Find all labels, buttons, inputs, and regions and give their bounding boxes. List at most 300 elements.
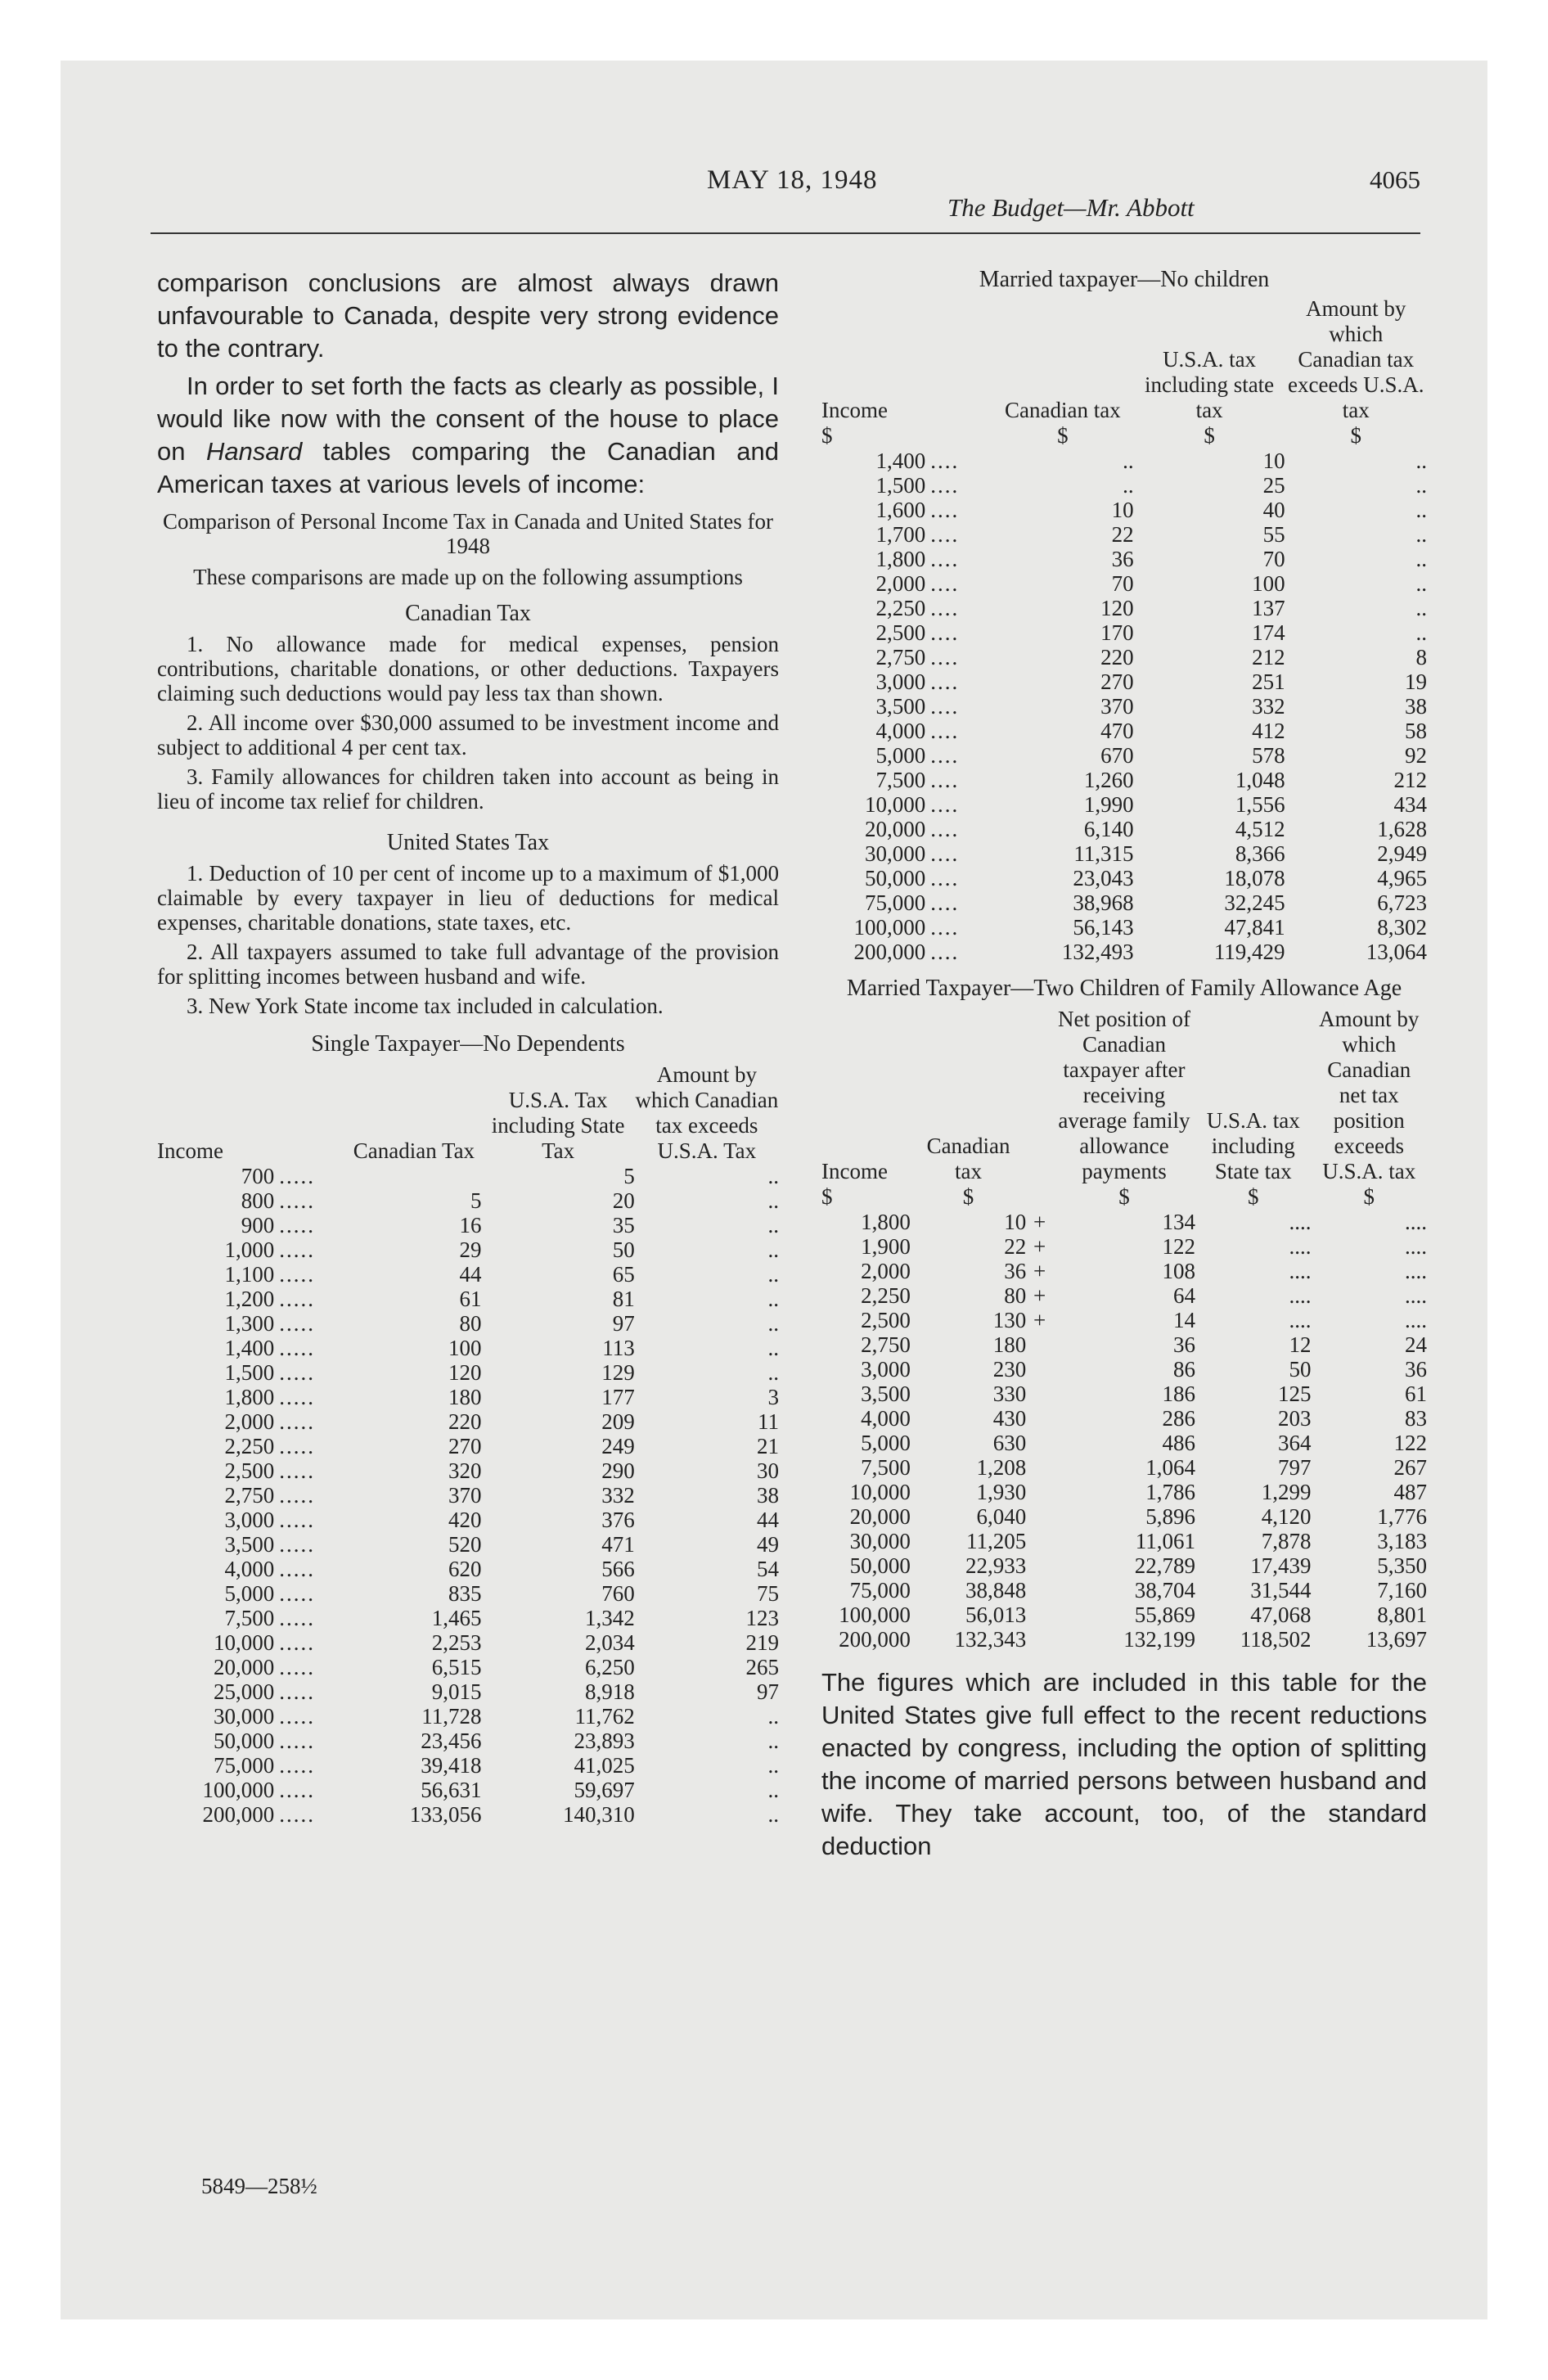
table-cell: 23,043 [1073, 866, 1134, 890]
table-cell: 6,250 [584, 1655, 635, 1679]
currency-canadian: $ [962, 1184, 974, 1209]
table-cell: 2,750 [861, 1332, 911, 1357]
table-cell: 20,000 [849, 1504, 911, 1529]
table-cell: 1,500 [224, 1360, 275, 1385]
table-cell: 1,700 [875, 522, 926, 547]
table-cell: 180 [448, 1385, 482, 1409]
table-cell: 8,801 [1377, 1602, 1427, 1627]
table-cell: 1,556 [1235, 792, 1285, 817]
table-header-row [821, 296, 1427, 423]
two-children-table [821, 1007, 1427, 1652]
table-cell: ..... [279, 1532, 315, 1557]
table-cell: 5,350 [1377, 1553, 1427, 1578]
table-cell: 16 [459, 1213, 482, 1237]
table-cell: .... [1289, 1259, 1312, 1283]
table-cell: 376 [601, 1508, 635, 1532]
table-cell: ..... [279, 1778, 315, 1802]
table-cell: ..... [279, 1630, 315, 1655]
table-cell: 47,068 [1250, 1602, 1312, 1627]
currency-income: $ [821, 423, 833, 448]
table-row [821, 522, 1427, 547]
table-cell: 7,878 [1261, 1529, 1312, 1553]
col-usa: U.S.A. tax including state tax [1144, 347, 1275, 422]
table-cell: 38 [1405, 694, 1427, 719]
table-cell: 22,789 [1134, 1553, 1196, 1578]
table-cell: 11,315 [1073, 841, 1134, 866]
table-cell: 5,000 [875, 743, 926, 768]
header-rule [151, 232, 1420, 234]
married-table-title: Married taxpayer—No children [979, 267, 1270, 292]
table-row [157, 1237, 779, 1262]
us-item-2: 2. All taxpayers assumed to take full advantage of the provision for splitting incomes between husband and wife. [157, 940, 779, 989]
table-cell: 100 [1252, 571, 1285, 596]
table-cell: 3,500 [861, 1382, 911, 1406]
table-cell: ..... [279, 1581, 315, 1606]
table-cell: 835 [448, 1581, 482, 1606]
table-cell: 100,000 [202, 1778, 275, 1802]
table-cell: 670 [1100, 743, 1134, 768]
table-cell: 14 [1173, 1308, 1196, 1332]
table-cell: 1,299 [1261, 1480, 1312, 1504]
table-cell: 23,456 [421, 1729, 482, 1753]
table-cell: 49 [757, 1532, 779, 1557]
table-cell: 900 [241, 1213, 275, 1237]
table-cell: .... [930, 669, 960, 694]
table-cell: ..... [279, 1729, 315, 1753]
table-cell: 5 [623, 1164, 635, 1188]
table-cell: 1,342 [584, 1606, 635, 1630]
table-cell: ..... [279, 1213, 315, 1237]
table-row [821, 694, 1427, 719]
table-row [157, 1213, 779, 1237]
right-column [821, 267, 1427, 1868]
table-cell: 2,500 [224, 1458, 275, 1483]
table-cell: 100,000 [853, 915, 926, 940]
single-table-title: Single Taxpayer—No Dependents [311, 1031, 625, 1057]
table-row [821, 498, 1427, 522]
table-row [157, 1581, 779, 1606]
table-cell: 80 [459, 1311, 482, 1336]
table-cell: 44 [459, 1262, 482, 1287]
table-cell: 1,776 [1377, 1504, 1427, 1529]
table-cell: 578 [1252, 743, 1285, 768]
table-cell [1026, 1504, 1053, 1529]
table-row [821, 473, 1427, 498]
table-cell: 39,418 [421, 1753, 482, 1778]
table-row [157, 1778, 779, 1802]
table-header-row [821, 1007, 1427, 1184]
table-cell: 2,750 [875, 645, 926, 669]
table-row [157, 1729, 779, 1753]
table-cell: 486 [1162, 1431, 1196, 1455]
col-usa: U.S.A. Tax including State Tax [491, 1088, 625, 1163]
table-cell: 20,000 [213, 1655, 275, 1679]
table-cell: ..... [279, 1802, 315, 1827]
table-row [821, 1259, 1427, 1283]
table-cell: .... [1405, 1210, 1427, 1234]
table-cell: 200,000 [202, 1802, 275, 1827]
table-cell: 2,000 [861, 1259, 911, 1283]
table-row [157, 1802, 779, 1827]
table-cell: 120 [1100, 596, 1134, 620]
us-assumptions [157, 861, 779, 1018]
canadian-item-3: 3. Family allowances for children taken into account as being in lieu of income tax relief for children. [157, 764, 779, 814]
table-cell: .... [930, 792, 960, 817]
assumptions-intro: These comparisons are made up on the following assumptions [193, 565, 743, 589]
table-cell: 174 [1252, 620, 1285, 645]
table-cell: + [1033, 1283, 1046, 1308]
table-row [821, 1529, 1427, 1553]
table-cell: 3 [767, 1385, 779, 1409]
table-cell: + [1033, 1234, 1046, 1259]
table-cell: .... [930, 841, 960, 866]
table-cell: 10 [1004, 1210, 1027, 1234]
table-row [821, 1234, 1427, 1259]
table-cell: 5 [470, 1188, 482, 1213]
table-cell: 11 [758, 1409, 779, 1434]
page-number: 4065 [1370, 165, 1420, 194]
table-cell: 1,200 [224, 1287, 275, 1311]
table-cell: 38,704 [1134, 1578, 1196, 1602]
table-cell: 267 [1393, 1455, 1427, 1480]
table-cell: 35 [612, 1213, 635, 1237]
table-cell: 29 [459, 1237, 482, 1262]
table-cell: 56,013 [965, 1602, 1027, 1627]
table-cell: 2,949 [1377, 841, 1427, 866]
table-cell: 487 [1393, 1480, 1427, 1504]
col-income: Income [821, 1159, 888, 1183]
table-cell: 56,631 [421, 1778, 482, 1802]
table-cell: 1,786 [1145, 1480, 1196, 1504]
table-cell: .... [930, 620, 960, 645]
table-row [157, 1508, 779, 1532]
currency-usa: $ [1204, 423, 1215, 448]
table-cell: 100 [448, 1336, 482, 1360]
table-row [821, 817, 1427, 841]
table-cell: 5,896 [1145, 1504, 1196, 1529]
table-row [821, 841, 1427, 866]
two-children-table-title: Married Taxpayer—Two Children of Family Allowance Age [846, 976, 1402, 1001]
table-cell: .... [930, 940, 960, 964]
paragraph-2 [157, 370, 779, 501]
table-row [821, 1431, 1427, 1455]
table-cell [1026, 1627, 1053, 1652]
table-cell: .. [1415, 547, 1427, 571]
table-row [157, 1188, 779, 1213]
footer-signature: 5849—258½ [201, 2174, 317, 2198]
header-date: MAY 18, 1948 [707, 165, 878, 195]
col-income: Income [157, 1138, 223, 1163]
table-cell: 70 [1262, 547, 1285, 571]
table-cell: 50,000 [849, 1553, 911, 1578]
table-cell: 25 [1262, 473, 1285, 498]
table-cell: 32,245 [1224, 890, 1285, 915]
table-cell: .... [930, 498, 960, 522]
table-cell: 122 [1393, 1431, 1427, 1455]
table-row [157, 1262, 779, 1287]
table-cell: .... [1405, 1283, 1427, 1308]
table-cell: 2,250 [224, 1434, 275, 1458]
table-cell: 25,000 [213, 1679, 275, 1704]
table-cell: 2,750 [224, 1483, 275, 1508]
single-table-body [157, 1164, 779, 1827]
table-cell: .... [930, 596, 960, 620]
table-cell: 108 [1162, 1259, 1196, 1283]
table-cell: ..... [279, 1287, 315, 1311]
table-cell: 797 [1278, 1455, 1312, 1480]
table-cell: 1,930 [976, 1480, 1027, 1504]
table-cell: 40 [1262, 498, 1285, 522]
table-row [821, 620, 1427, 645]
table-cell: 1,208 [976, 1455, 1027, 1480]
table-cell: 370 [448, 1483, 482, 1508]
table-cell: 2,500 [861, 1308, 911, 1332]
table-cell: 75,000 [213, 1753, 275, 1778]
table-cell: .... [930, 694, 960, 719]
table-row [821, 1455, 1427, 1480]
table-row [157, 1606, 779, 1630]
table-cell: .. [1123, 473, 1134, 498]
table-cell: 2,253 [431, 1630, 482, 1655]
table-cell: 1,800 [224, 1385, 275, 1409]
table-cell: 1,800 [875, 547, 926, 571]
table-cell: ..... [279, 1753, 315, 1778]
table-cell: 1,400 [875, 449, 926, 473]
table-cell: 113 [602, 1336, 635, 1360]
table-cell: 2,500 [875, 620, 926, 645]
table-row [821, 1553, 1427, 1578]
table-cell: 47,841 [1224, 915, 1285, 940]
table-row [821, 915, 1427, 940]
table-row [821, 1504, 1427, 1529]
table-cell: 220 [448, 1409, 482, 1434]
table-cell: ..... [279, 1655, 315, 1679]
table-cell: 1,465 [431, 1606, 482, 1630]
table-cell: 270 [448, 1434, 482, 1458]
table-cell: 1,400 [224, 1336, 275, 1360]
table-cell: 212 [1393, 768, 1427, 792]
table-cell: 137 [1252, 596, 1285, 620]
table-row [157, 1753, 779, 1778]
table-cell: + [1033, 1259, 1046, 1283]
table-cell: 412 [1252, 719, 1285, 743]
married-taxpayer-table [821, 296, 1427, 964]
table-cell: 1,048 [1235, 768, 1285, 792]
table-row [821, 547, 1427, 571]
table-row [157, 1532, 779, 1557]
currency-income: $ [821, 1184, 833, 1209]
table-cell: 8,366 [1235, 841, 1285, 866]
table-cell: 7,160 [1377, 1578, 1427, 1602]
table-cell: ..... [279, 1458, 315, 1483]
table-cell: 50 [1289, 1357, 1312, 1382]
table-cell: 2,250 [875, 596, 926, 620]
col-canadian: Canadian Tax [353, 1138, 475, 1163]
col-usa: U.S.A. tax including State tax [1206, 1108, 1300, 1183]
table-cell: 92 [1405, 743, 1427, 768]
currency-net: $ [1118, 1184, 1130, 1209]
table-cell: 6,515 [431, 1655, 482, 1679]
table-cell: .. [767, 1336, 779, 1360]
table-cell: .... [1405, 1308, 1427, 1332]
table-row [821, 1382, 1427, 1406]
table-cell [1026, 1406, 1053, 1431]
table-cell: 470 [1100, 719, 1134, 743]
table-cell: 630 [992, 1431, 1027, 1455]
table-row [821, 596, 1427, 620]
table-cell: .... [1405, 1234, 1427, 1259]
running-title: The Budget—Mr. Abbott [947, 193, 1195, 222]
table-cell: 5,000 [224, 1581, 275, 1606]
table-cell: 4,120 [1261, 1504, 1312, 1529]
table-row [821, 1332, 1427, 1357]
table-cell: 1,000 [224, 1237, 275, 1262]
table-cell: 4,512 [1235, 817, 1285, 841]
table-cell: 50 [612, 1237, 635, 1262]
table-cell: 6,140 [1083, 817, 1134, 841]
currency-row [821, 423, 1427, 449]
table-row [821, 1627, 1427, 1652]
table-row [821, 719, 1427, 743]
table-cell: 8 [1415, 645, 1427, 669]
table-cell: 800 [241, 1188, 275, 1213]
table-cell: 100,000 [839, 1602, 911, 1627]
table-cell: 11,762 [574, 1704, 635, 1729]
table-row [157, 1483, 779, 1508]
table-cell: ..... [279, 1434, 315, 1458]
table-cell: 122 [1162, 1234, 1196, 1259]
table-cell: 286 [1162, 1406, 1196, 1431]
table-cell: 97 [757, 1679, 779, 1704]
table-cell: 332 [1252, 694, 1285, 719]
table-row [821, 449, 1427, 473]
table-cell: 75 [757, 1581, 779, 1606]
table-cell: .... [1289, 1210, 1312, 1234]
table-cell: 1,300 [224, 1311, 275, 1336]
table-cell: 140,310 [562, 1802, 635, 1827]
table-cell: 4,000 [875, 719, 926, 743]
table-cell: 9,015 [431, 1679, 482, 1704]
table-cell: ..... [279, 1557, 315, 1581]
table-row [821, 1578, 1427, 1602]
table-cell: 6,723 [1377, 890, 1427, 915]
table-cell: + [1033, 1210, 1046, 1234]
col-amount: Amount by which Canadian tax exceeds U.S.A. Tax [635, 1062, 779, 1163]
table-cell: .. [767, 1188, 779, 1213]
table-cell: 11,728 [421, 1704, 482, 1729]
table-cell [1026, 1382, 1053, 1406]
table-cell: 1,064 [1145, 1455, 1196, 1480]
col-canadian: Canadian tax [926, 1134, 1010, 1183]
table-cell: ..... [279, 1237, 315, 1262]
table-row [157, 1385, 779, 1409]
table-cell: 36 [1405, 1357, 1427, 1382]
paragraph-2-end: tables comparing the Canadian and American taxes at various levels of income: [157, 437, 779, 498]
table-cell: .. [767, 1729, 779, 1753]
col-amount: Amount by which Canadian tax exceeds U.S.A. tax [1288, 296, 1424, 422]
table-cell: .. [1415, 449, 1427, 473]
table-cell [1026, 1455, 1053, 1480]
table-cell: 61 [1405, 1382, 1427, 1406]
table-cell: 125 [1278, 1382, 1312, 1406]
table-cell: 8,918 [584, 1679, 635, 1704]
table-cell: .. [1415, 620, 1427, 645]
table-cell: 20,000 [864, 817, 926, 841]
table-row [821, 1283, 1427, 1308]
table-row [157, 1630, 779, 1655]
table-cell: 265 [745, 1655, 779, 1679]
canadian-item-1: 1. No allowance made for medical expenses, pension contributions, charitable donations, or other deductions. Taxpayers claiming such deductions would pay less tax than shown. [157, 632, 779, 705]
table-cell: 86 [1173, 1357, 1196, 1382]
col-net-position: Net position of Canadian taxpayer after receiving average family allowance payments [1057, 1007, 1190, 1183]
table-cell: 18,078 [1224, 866, 1285, 890]
table-cell: 13,064 [1366, 940, 1427, 964]
table-row [157, 1287, 779, 1311]
table-cell: 38,968 [1073, 890, 1134, 915]
table-cell: 17,439 [1250, 1553, 1312, 1578]
table-cell: 4,965 [1377, 866, 1427, 890]
table-row [821, 1210, 1427, 1234]
table-cell: 200,000 [839, 1627, 911, 1652]
table-cell: 249 [601, 1434, 635, 1458]
table-row [157, 1360, 779, 1385]
table-cell: ..... [279, 1188, 315, 1213]
table-cell: 36 [1173, 1332, 1196, 1357]
table-cell: 132,493 [1061, 940, 1134, 964]
table-cell: 56,143 [1073, 915, 1134, 940]
table-cell: .... [930, 473, 960, 498]
table-cell: 54 [757, 1557, 779, 1581]
currency-row [821, 1184, 1427, 1210]
table-cell: 55,869 [1134, 1602, 1196, 1627]
table-cell: 220 [1100, 645, 1134, 669]
us-tax-heading: United States Tax [386, 830, 550, 855]
table-cell: 203 [1278, 1406, 1312, 1431]
table-row [821, 768, 1427, 792]
table-row [821, 743, 1427, 768]
table-cell: .... [930, 768, 960, 792]
table-cell: 133,056 [409, 1802, 482, 1827]
table-cell: 434 [1393, 792, 1427, 817]
table-cell: 180 [992, 1332, 1027, 1357]
table-cell: .. [1415, 498, 1427, 522]
table-row [157, 1409, 779, 1434]
table-cell: 7,500 [861, 1455, 911, 1480]
table-cell: 75,000 [849, 1578, 911, 1602]
two-children-table-body [821, 1210, 1427, 1652]
table-cell: 8,302 [1377, 915, 1427, 940]
table-cell: 330 [992, 1382, 1027, 1406]
table-cell: 41,025 [574, 1753, 635, 1778]
table-cell: 251 [1252, 669, 1285, 694]
table-row [157, 1434, 779, 1458]
table-cell: .... [930, 719, 960, 743]
table-cell: 420 [448, 1508, 482, 1532]
table-cell: 30 [757, 1458, 779, 1483]
table-cell: + [1033, 1308, 1046, 1332]
table-cell [1026, 1553, 1053, 1578]
currency-canadian: $ [1057, 423, 1069, 448]
table-row [821, 1602, 1427, 1627]
table-cell: .. [767, 1802, 779, 1827]
table-cell: 118,502 [1240, 1627, 1312, 1652]
table-cell: .. [1415, 596, 1427, 620]
table-cell: 55 [1262, 522, 1285, 547]
table-cell: ..... [279, 1336, 315, 1360]
table-cell: 10,000 [213, 1630, 275, 1655]
table-cell: 64 [1173, 1283, 1196, 1308]
table-cell: 1,600 [875, 498, 926, 522]
